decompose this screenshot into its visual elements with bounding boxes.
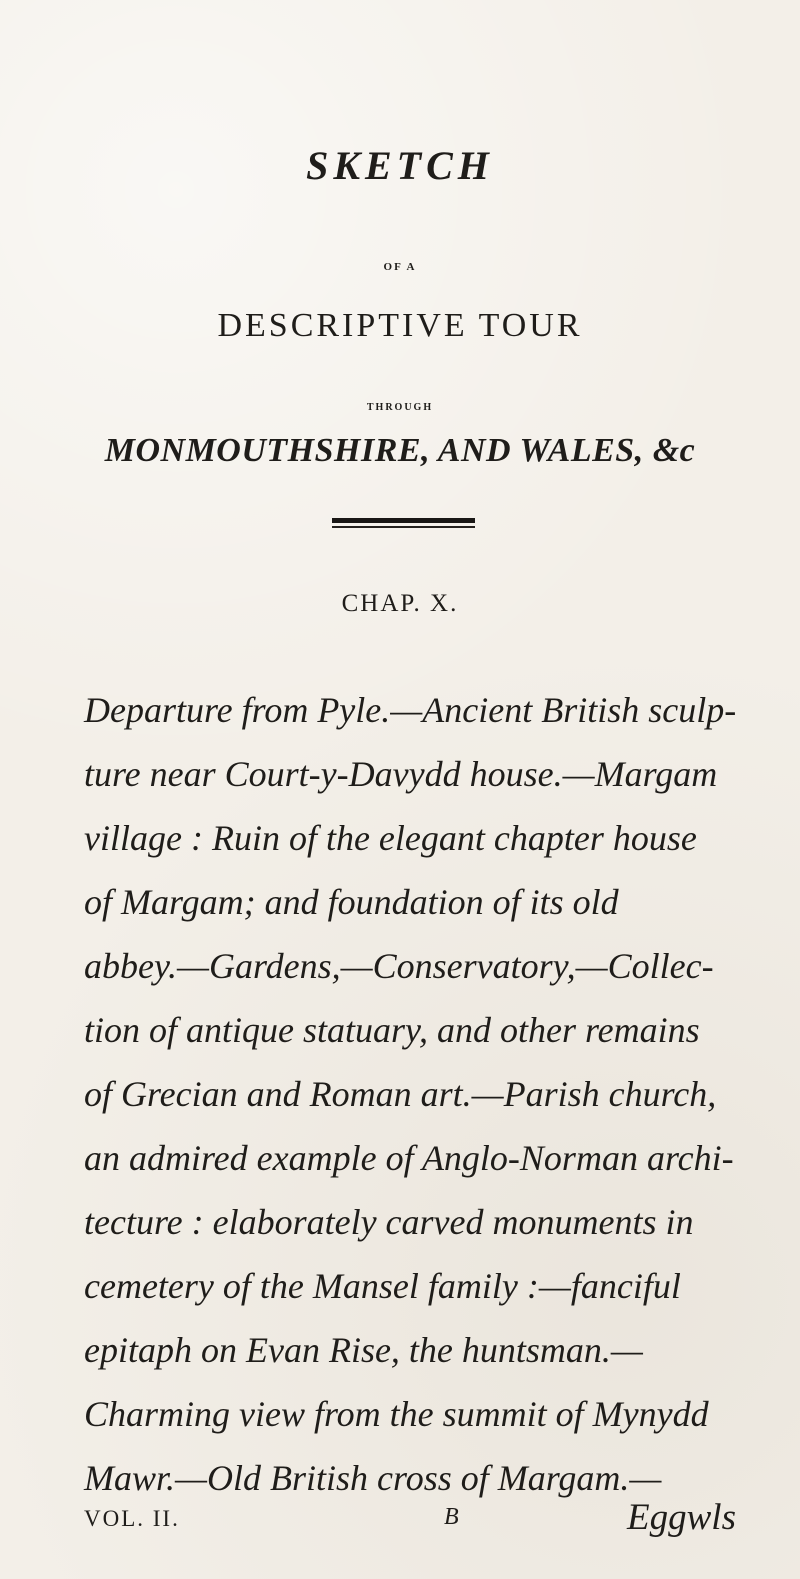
summary-line: cemetery of the Mansel family :—fanciful [84, 1266, 681, 1306]
summary-line: an admired example of Anglo-Norman archi- [84, 1138, 734, 1178]
summary-line: tion of antique statuary, and other remains [84, 1010, 700, 1050]
summary-line: tecture : elaborately carved monuments in [84, 1202, 694, 1242]
title-descriptive-tour: DESCRIPTIVE TOUR [217, 307, 583, 344]
summary-line: Mawr.—Old British cross of Margam.— [84, 1458, 662, 1498]
summary-line: ture near Court-y-Davydd house.—Margam [84, 754, 718, 794]
summary-line: of Grecian and Roman art.—Parish church, [84, 1074, 717, 1114]
thin-rule-divider [332, 526, 475, 528]
chapter-heading: CHAP. X. [341, 590, 459, 617]
summary-line: epitaph on Evan Rise, the huntsman.— [84, 1330, 643, 1370]
volume-label: VOL. II. [84, 1506, 180, 1531]
title-sketch: SKETCH [306, 143, 494, 188]
catchword: Eggwls [627, 1497, 736, 1538]
summary-line: village : Ruin of the elegant chapter house [84, 818, 697, 858]
thick-rule-divider [332, 518, 475, 523]
signature-mark: B [444, 1504, 459, 1530]
page-footer [84, 1499, 736, 1539]
summary-line: Departure from Pyle.—Ancient British sculp- [84, 690, 737, 730]
summary-line: of Margam; and foundation of its old [84, 882, 619, 922]
summary-line: Charming view from the summit of Mynydd [84, 1394, 709, 1434]
subtitle-through: THROUGH [366, 402, 434, 413]
title-region: MONMOUTHSHIRE, AND WALES, &c [104, 432, 696, 469]
subtitle-of-a: OF A [383, 261, 417, 273]
summary-line: abbey.—Gardens,—Conservatory,—Collec- [84, 946, 714, 986]
chapter-summary [84, 678, 736, 1510]
